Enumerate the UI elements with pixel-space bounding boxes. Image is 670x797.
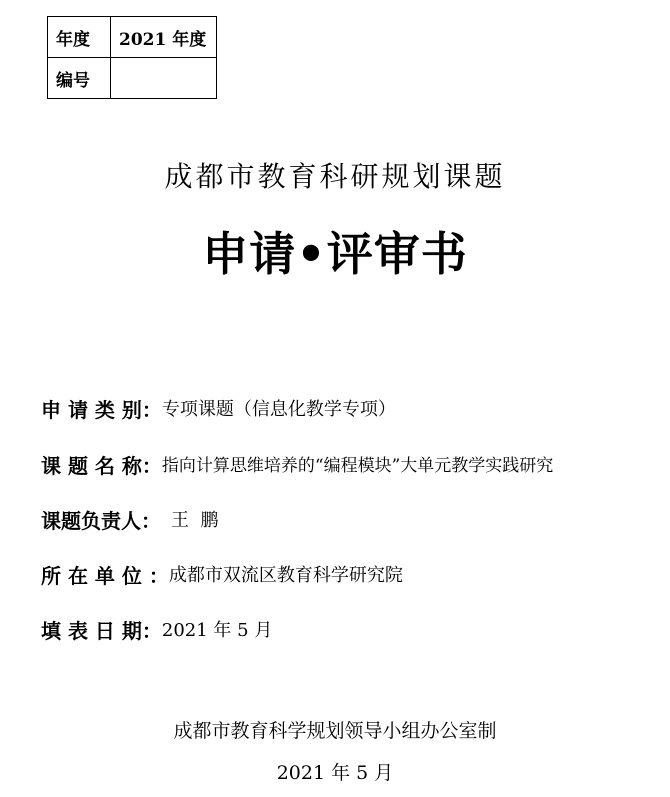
field-leader: [41, 506, 218, 536]
category-value: 专项课题（信息化教学专项）: [161, 399, 396, 420]
number-label: 编号: [48, 58, 111, 99]
topic-value: 指向计算思维培养的“编程模块”大单元教学实践研究: [161, 456, 554, 476]
meta-row-number: [48, 58, 217, 99]
unit-value: 成都市双流区教育科学研究院: [168, 565, 403, 586]
field-unit: [41, 561, 403, 591]
field-date: [41, 616, 272, 646]
date-value: 2021 年 5 月: [161, 620, 273, 641]
leader-value: 王 鹏: [171, 510, 219, 531]
footer-office: 成都市教育科学规划领导小组办公室制: [173, 720, 497, 742]
topic-label: 课 题 名 称：: [41, 454, 162, 478]
year-label: 年度: [48, 17, 111, 58]
footer-date: 2021 年 5 月: [276, 762, 394, 784]
field-category: [41, 395, 396, 425]
category-label: 申 请 类 别：: [41, 398, 162, 422]
meta-row-year: [48, 17, 217, 58]
field-topic: [41, 451, 553, 481]
leader-label: 课题负责人：: [41, 509, 161, 533]
meta-table: [47, 16, 217, 99]
date-label: 填 表 日 期：: [41, 619, 162, 643]
document-subtitle: 成都市教育科研规划课题: [164, 160, 506, 193]
unit-label: 所 在 单 位 ：: [41, 564, 169, 588]
year-value: 2021 年度: [111, 17, 217, 58]
number-value: [111, 58, 217, 99]
document-title: 申请•评审书: [202, 227, 468, 281]
